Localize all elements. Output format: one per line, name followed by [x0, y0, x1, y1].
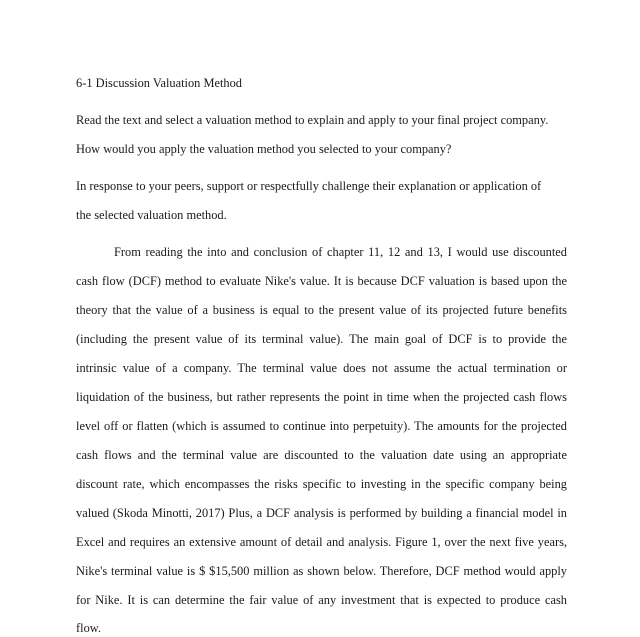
body-line: (including the present value of its terminal value). The main goal of DCF is to provide the: [76, 332, 567, 346]
body-line: cash flow (DCF) method to evaluate Nike's value. It is because DCF valuation is based upon the: [76, 274, 567, 288]
peer-instruction-line: In response to your peers, support or respectfully challenge their explanation or application of: [76, 179, 542, 193]
peer-instruction-line: the selected valuation method.: [76, 208, 227, 222]
prompt-line: How would you apply the valuation method you selected to your company?: [76, 142, 452, 156]
body-line: level off or flatten (which is assumed to continue into perpetuity). The amounts for the projected: [76, 419, 567, 433]
body-line: valued (Skoda Minotti, 2017) Plus, a DCF analysis is performed by building a financial model in: [76, 506, 567, 520]
body-line: intrinsic value of a company. The terminal value does not assume the actual termination or: [76, 361, 567, 375]
body-line: theory that the value of a business is equal to the present value of its projected future benefits: [76, 303, 567, 317]
body-line: From reading the into and conclusion of chapter 11, 12 and 13, I would use discounted: [114, 245, 567, 259]
body-line: for Nike. It is can determine the fair value of any investment that is expected to produce cash: [76, 593, 567, 607]
body-line: liquidation of the business, but rather represents the point in time when the projected cash flows: [76, 390, 567, 404]
page-title: 6-1 Discussion Valuation Method: [76, 76, 243, 90]
prompt-line: Read the text and select a valuation method to explain and apply to your final project company.: [76, 113, 549, 127]
body-line: discount rate, which encompasses the risks specific to investing in the specific company being: [76, 477, 567, 491]
body-line: cash flows and the terminal value are discounted to the valuation date using an appropriate: [76, 448, 567, 462]
body-line: Excel and requires an extensive amount of detail and analysis. Figure 1, over the next five years,: [76, 535, 567, 549]
body-line: flow.: [76, 621, 102, 635]
body-line: Nike's terminal value is $ $15,500 million as shown below. Therefore, DCF method would apply: [76, 564, 567, 578]
